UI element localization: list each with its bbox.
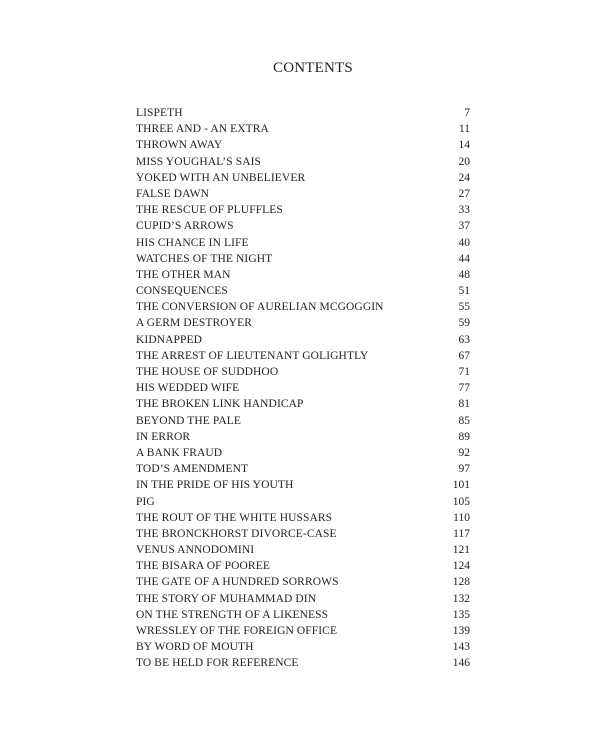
entry-title: CUPID’S ARROWS: [136, 220, 234, 233]
entry-title: A GERM DESTROYER: [136, 317, 252, 330]
entry-title: THE HOUSE OF SUDDHOO: [136, 366, 279, 378]
entry-page-number: 124: [452, 560, 470, 573]
toc-entry: [136, 655, 470, 671]
entry-title: KIDNAPPED: [136, 333, 203, 346]
entry-page-number: 143: [452, 641, 470, 654]
entry-page-number: 11: [458, 123, 470, 136]
toc-entry: [136, 574, 470, 590]
entry-page-number: 40: [458, 236, 470, 249]
page-title: CONTENTS: [273, 60, 353, 76]
entry-title: WRESSLEY OF THE FOREIGN OFFICE: [136, 625, 338, 637]
toc-entry: [136, 348, 470, 364]
entry-page-number: 101: [452, 479, 470, 492]
entry-title: VENUS ANNODOMINI: [136, 544, 255, 557]
entry-title: THE ROUT OF THE WHITE HUSSARS: [136, 511, 333, 524]
entry-page-number: 67: [458, 349, 470, 362]
entry-page-number: 71: [458, 366, 470, 378]
entry-page-number: 132: [452, 592, 470, 605]
entry-page-number: 59: [458, 317, 470, 330]
toc-entry: [136, 413, 470, 429]
entry-title: BEYOND THE PALE: [136, 414, 242, 427]
toc-entry: [136, 105, 470, 121]
toc-entry: [136, 283, 470, 299]
entry-page-number: 97: [458, 463, 470, 476]
toc-entry: [136, 137, 470, 153]
entry-title: IN ERROR: [136, 430, 191, 443]
entry-title: CONSEQUENCES: [136, 285, 228, 298]
entry-page-number: 110: [453, 511, 470, 524]
entry-title: THE BISARA OF POOREE: [136, 560, 270, 573]
toc-entry: [136, 202, 470, 218]
entry-title: THREE AND - AN EXTRA: [136, 123, 269, 136]
entry-title: FALSE DAWN: [136, 187, 210, 200]
toc-entry: [136, 170, 470, 186]
entry-title: BY WORD OF MOUTH: [136, 641, 254, 654]
entry-page-number: 20: [458, 155, 470, 168]
entry-title: THE BROKEN LINK HANDICAP: [136, 398, 304, 411]
toc-entry: [136, 364, 470, 380]
entry-page-number: 44: [458, 252, 470, 265]
toc-entry: [136, 396, 470, 412]
entry-title: TO BE HELD FOR REFERENCE: [136, 657, 299, 670]
toc-entry: [136, 639, 470, 655]
toc-entry: [136, 315, 470, 331]
toc-entry: [136, 235, 470, 251]
toc-entry: [136, 154, 470, 170]
toc-entry: [136, 332, 470, 348]
toc-entry: [136, 251, 470, 267]
entry-page-number: 27: [458, 187, 470, 200]
entry-page-number: 37: [458, 220, 470, 233]
entry-page-number: 85: [458, 414, 470, 427]
entry-page-number: 48: [458, 268, 470, 281]
entry-title: IN THE PRIDE OF HIS YOUTH: [136, 479, 294, 492]
toc-entry: [136, 542, 470, 558]
toc-entry: [136, 461, 470, 477]
entry-title: ON THE STRENGTH OF A LIKENESS: [136, 608, 329, 621]
entry-page-number: 121: [452, 544, 470, 557]
entry-title: A BANK FRAUD: [136, 446, 223, 459]
entry-title: WATCHES OF THE NIGHT: [136, 252, 273, 265]
entry-page-number: 55: [458, 301, 470, 314]
entry-title: YOKED WITH AN UNBELIEVER: [136, 171, 306, 184]
entry-title: THE GATE OF A HUNDRED SORROWS: [136, 576, 339, 589]
entry-page-number: 139: [452, 625, 470, 637]
entry-title: HIS WEDDED WIFE: [136, 382, 240, 395]
entry-page-number: 77: [458, 382, 470, 395]
toc-entry: [136, 380, 470, 396]
entry-page-number: 128: [452, 576, 470, 589]
entry-title: MISS YOUGHAL’S SAIS: [136, 155, 262, 168]
entry-page-number: 81: [458, 398, 470, 411]
toc-entry: [136, 623, 470, 639]
toc-entry: [136, 186, 470, 202]
toc-entry: [136, 218, 470, 234]
toc-entry: [136, 607, 470, 623]
entry-page-number: 117: [453, 527, 470, 540]
entry-title: PIG: [136, 495, 155, 508]
entry-title: TOD’S AMENDMENT: [136, 463, 249, 476]
entry-title: THE ARREST OF LIEUTENANT GOLIGHTLY: [136, 349, 369, 362]
toc-entry: [136, 494, 470, 510]
entry-page-number: 14: [458, 139, 470, 152]
toc-entry: [136, 510, 470, 526]
entry-page-number: 146: [452, 657, 470, 670]
toc-entry: [136, 558, 470, 574]
toc-entry: [136, 477, 470, 493]
entry-title: THE BRONCKHORST DIVORCE-CASE: [136, 527, 337, 540]
toc-entry: [136, 445, 470, 461]
entry-title: THE OTHER MAN: [136, 268, 231, 281]
table-of-contents: [136, 105, 470, 672]
toc-entry: [136, 429, 470, 445]
entry-page-number: 51: [458, 285, 470, 298]
entry-page-number: 92: [458, 446, 470, 459]
toc-entry: [136, 299, 470, 315]
toc-entry: [136, 591, 470, 607]
toc-entry: [136, 526, 470, 542]
entry-title: HIS CHANCE IN LIFE: [136, 236, 249, 249]
entry-page-number: 24: [458, 171, 470, 184]
entry-page-number: 33: [458, 204, 470, 217]
toc-entry: [136, 267, 470, 283]
entry-title: LISPETH: [136, 107, 183, 119]
toc-entry: [136, 121, 470, 137]
entry-page-number: 135: [452, 608, 470, 621]
entry-title: THE RESCUE OF PLUFFLES: [136, 204, 283, 217]
entry-title: THE STORY OF MUHAMMAD DIN: [136, 592, 317, 605]
entry-page-number: 7: [464, 107, 470, 119]
entry-title: THROWN AWAY: [136, 139, 223, 152]
entry-page-number: 63: [458, 333, 470, 346]
entry-page-number: 105: [452, 495, 470, 508]
entry-page-number: 89: [458, 430, 470, 443]
entry-title: THE CONVERSION OF AURELIAN MCGOGGIN: [136, 301, 384, 314]
